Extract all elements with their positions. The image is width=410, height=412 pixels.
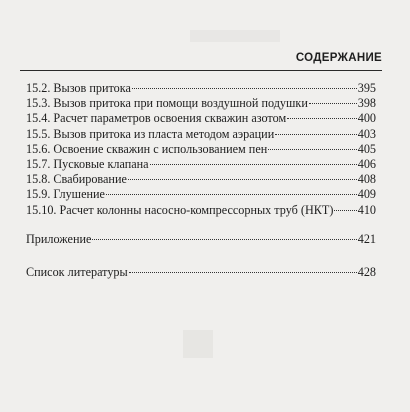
toc-entry-number: 15.6. (26, 141, 51, 156)
bleed-through-block (183, 330, 213, 358)
toc-entry-references[interactable] (26, 265, 376, 280)
toc-entry[interactable] (26, 187, 376, 202)
running-header-title: СОДЕРЖАНИЕ (295, 52, 382, 64)
toc-entry-page: 409 (357, 187, 376, 202)
dot-leader (275, 134, 356, 135)
dot-leader (268, 149, 356, 150)
toc-entry[interactable] (26, 157, 376, 172)
toc-entry-title: Список литературы (26, 265, 128, 280)
toc-entry-number: 15.3. (26, 96, 51, 111)
toc-entry-title: Приложение (26, 231, 92, 246)
bleed-through-shadow (190, 30, 280, 42)
toc-entry[interactable] (26, 127, 376, 142)
toc-entry-number: 15.9. (26, 187, 51, 202)
toc-entry-title: Глушение (53, 187, 105, 202)
toc-entry[interactable] (26, 111, 376, 126)
toc-entry-page: 405 (357, 141, 376, 156)
toc-entry-number: 15.4. (26, 111, 51, 126)
dot-leader (129, 272, 357, 273)
toc-entry[interactable] (26, 142, 376, 157)
table-of-contents (26, 81, 376, 280)
toc-entry-title: Вызов притока при помощи воздушной подушки (53, 96, 308, 111)
toc-entry-page: 410 (357, 202, 376, 217)
toc-entry-page: 406 (357, 157, 376, 172)
toc-entry-title: Освоение скважин с использованием пен (53, 141, 268, 156)
toc-entry-title: Вызов притока из пласта методом аэрации (53, 126, 275, 141)
dot-leader (128, 179, 357, 180)
running-header (20, 52, 382, 74)
toc-entry-number: 15.2. (26, 81, 51, 95)
dot-leader (150, 164, 357, 165)
dot-leader (132, 88, 357, 89)
toc-entry-appendix[interactable] (26, 232, 376, 247)
toc-entry[interactable] (26, 96, 376, 111)
toc-entry-page: 403 (357, 126, 376, 141)
toc-entry-title: Свабирование (53, 172, 127, 187)
toc-entry-number: 15.7. (26, 157, 51, 172)
toc-entry-number: 15.10. (26, 202, 57, 217)
header-rule (20, 70, 382, 71)
toc-entry[interactable] (26, 172, 376, 187)
toc-entry-page: 428 (357, 265, 376, 280)
toc-entry-title: Пусковые клапана (53, 157, 149, 172)
toc-entry-page: 398 (357, 96, 376, 111)
toc-entry[interactable] (26, 81, 376, 96)
dot-leader (106, 194, 357, 195)
toc-entry[interactable] (26, 203, 376, 218)
toc-entry-page: 400 (357, 111, 376, 126)
toc-entry-title: Вызов притока (53, 81, 131, 95)
toc-entry-title: Расчет колонны насосно-компрессорных труб (НКТ) (59, 202, 334, 217)
toc-entry-number: 15.5. (26, 126, 51, 141)
toc-entry-title: Расчет параметров освоения скважин азотом (53, 111, 287, 126)
toc-entry-page: 421 (357, 231, 376, 246)
toc-entry-page: 408 (357, 172, 376, 187)
dot-leader (287, 118, 357, 119)
toc-entry-number: 15.8. (26, 172, 51, 187)
toc-entry-page: 395 (357, 81, 376, 95)
dot-leader (309, 103, 357, 104)
dot-leader (334, 210, 356, 211)
dot-leader (92, 239, 356, 240)
